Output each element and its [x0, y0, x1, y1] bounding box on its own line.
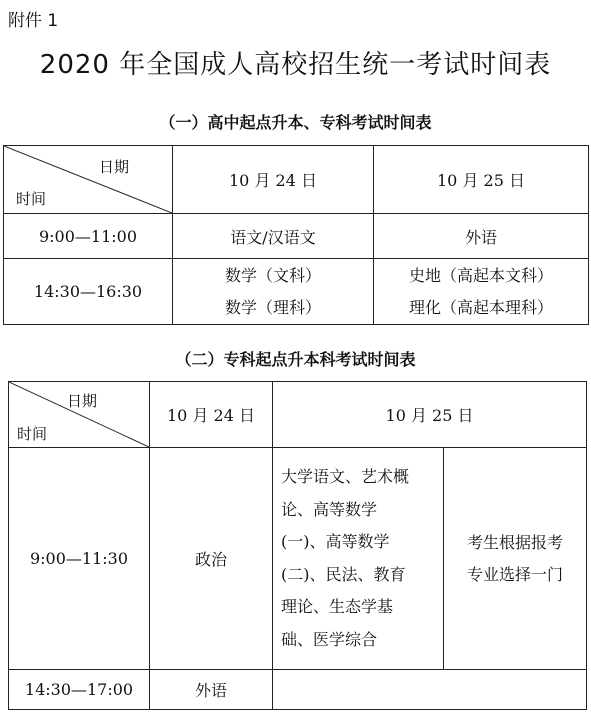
corner-header-cell	[4, 146, 173, 214]
subject-cell: 语文/汉语文	[173, 214, 374, 259]
corner-time-label: 时间	[16, 190, 47, 208]
subject-cell	[273, 670, 587, 710]
corner-date-label: 日期	[67, 392, 98, 410]
subject-line: 论、高等数学	[281, 499, 378, 519]
table-row	[4, 214, 589, 259]
section1-title: （一）高中起点升本、专科考试时间表	[159, 113, 432, 132]
date-header-cell: 10 月 25 日	[374, 146, 589, 214]
subject-cell: 外语	[374, 214, 589, 259]
schedule-table-2	[8, 381, 587, 710]
subject-cell: 政治	[150, 448, 273, 670]
subject-line: 数学（文科）	[224, 265, 321, 285]
subject-line: 数学（理科）	[224, 297, 321, 317]
table-row	[9, 670, 587, 710]
corner-time-label: 时间	[17, 425, 48, 443]
date-header-cell: 10 月 25 日	[273, 382, 587, 448]
subject-cell	[374, 259, 589, 325]
note-line: 专业选择一门	[467, 564, 564, 584]
subject-cell	[173, 259, 374, 325]
table-header-row	[9, 382, 587, 448]
table-row	[4, 259, 589, 325]
section2-title: （二）专科起点升本科考试时间表	[175, 350, 416, 369]
subject-line: (二)、民法、教育	[281, 564, 406, 584]
time-cell: 14:30—17:00	[9, 670, 150, 710]
table-header-row	[4, 146, 589, 214]
subject-line: 大学语文、艺术概	[281, 467, 410, 486]
subject-line: 理论、生态学基	[281, 597, 394, 616]
subject-list-cell	[273, 448, 444, 670]
date-header-cell: 10 月 24 日	[150, 382, 273, 448]
corner-header-cell	[9, 382, 150, 448]
subject-cell: 外语	[150, 670, 273, 710]
note-cell	[444, 448, 587, 670]
attachment-label: 附件 1	[8, 11, 59, 31]
subject-line: 础、医学综合	[281, 629, 378, 649]
time-cell: 9:00—11:30	[9, 448, 150, 670]
table-row	[9, 448, 587, 670]
time-cell: 9:00—11:00	[4, 214, 173, 259]
corner-date-label: 日期	[99, 158, 130, 176]
date-header-cell: 10 月 24 日	[173, 146, 374, 214]
page-title: 2020 年全国成人高校招生统一考试时间表	[39, 50, 552, 80]
subject-line: (一)、高等数学	[281, 532, 390, 551]
note-line: 考生根据报考	[467, 532, 564, 552]
subject-line: 理化（高起本理科）	[408, 297, 553, 317]
subject-line: 史地（高起本文科）	[408, 265, 553, 285]
time-cell: 14:30—16:30	[4, 259, 173, 325]
schedule-table-1	[3, 145, 589, 325]
